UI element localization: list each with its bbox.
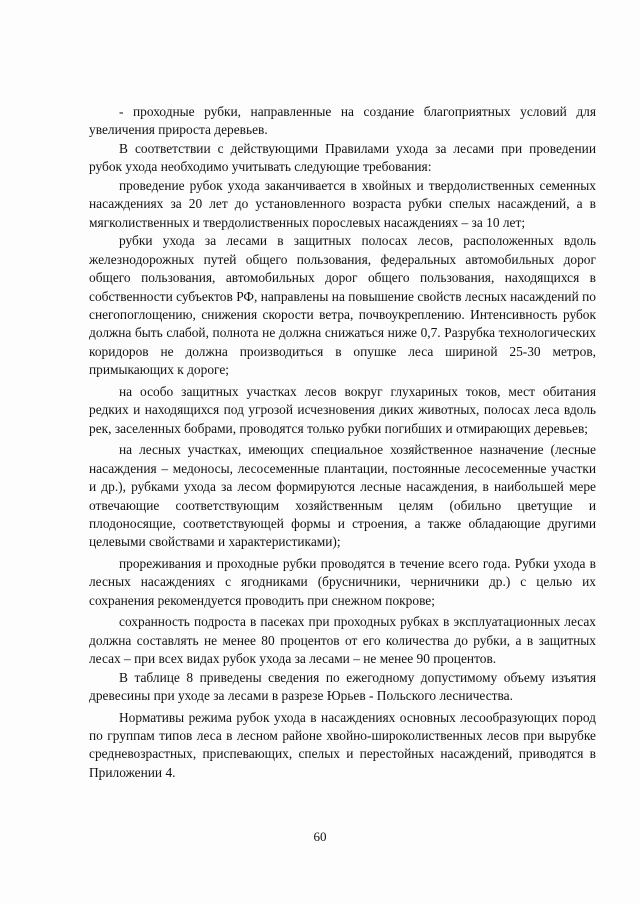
paragraph-rules-intro: В соответствии с действующими Правилами ухода за лесами при проведении рубок ухода необходимо учитывать следующие требования:	[89, 140, 596, 175]
paragraph-table-reference: В таблице 8 приведены сведения по ежегодному допустимому объему изъятия древесины при уходе за лесами в разрезе Юрьев - Польского лесничества.	[89, 669, 596, 704]
paragraph-special-purpose-plots: на лесных участках, имеющих специальное хозяйственное назначение (лесные насаждения – медоносы, лесосеменные плантации, постоянные лесосеменные участки и др.), рубками ухода за лесом формируются лесные насаждения, в наибольшей мере отвечающие соответствующим хозяйственным целям (обильно цветущие и плодоносящие, соответствующей формы и строения, а также обладающие другими целевыми свойствами и характеристиками);	[89, 442, 596, 550]
paragraph-completion-terms: проведение рубок ухода заканчивается в хвойных и твердолиственных семенных насаждениях за 20 лет до установленного возраста рубки спелых насаждений, а в мягколиственных и твердолиственных порослевых насаждениях – за 10 лет;	[89, 177, 596, 230]
paragraph-through-cuttings: - проходные рубки, направленные на создание благоприятных условий для увеличения прироста деревьев.	[89, 104, 596, 138]
body-text	[89, 103, 596, 782]
paragraph-special-protection-areas: на особо защитных участках лесов вокруг глухариных токов, мест обитания редких и находящихся под угрозой исчезновения диких животных, полосах леса вдоль рек, заселенных бобрами, проводятся только рубки погибших и отмирающих деревьев;	[89, 383, 596, 436]
paragraph-appendix-reference: Нормативы режима рубок ухода в насаждениях основных лесообразующих пород по группам типов леса в лесном районе хвойно-широколиственных лесов при вырубке средневозрастных, приспевающих, спелых и перестойных насаждений, приводятся в Приложении 4.	[89, 709, 596, 780]
paragraph-protective-strips: рубки ухода за лесами в защитных полосах лесов, расположенных вдоль железнодорожных путей общего пользования, федеральных автомобильных дорог общего пользования, автомобильных дорог общего пользования, находящихся в собственности субъектов РФ, направлены на повышение свойств лесных насаждений по снегопоглощению, снижения скорости ветра, почвоукреплению. Интенсивность рубок должна быть слабой, полнота не должна снижаться ниже 0,7. Разрубка технологических коридоров не должна производиться в опушке леса шириной 25-30 метров, примыкающих к дороге;	[89, 233, 596, 378]
paragraph-thinning-schedule: прореживания и проходные рубки проводятся в течение всего года. Рубки ухода в лесных насаждениях с ягодниками (брусничники, черничники др.) с целью их сохранения рекомендуется проводить при снежном покрове;	[89, 555, 596, 608]
page-number: 60	[313, 829, 327, 844]
paragraph-undergrowth-preservation: сохранность подроста в пасеках при проходных рубках в эксплуатационных лесах должна составлять не менее 80 процентов от его количества до рубки, а в защитных лесах – при всех видах рубок ухода за лесами – не менее 90 процентов.	[89, 614, 596, 667]
